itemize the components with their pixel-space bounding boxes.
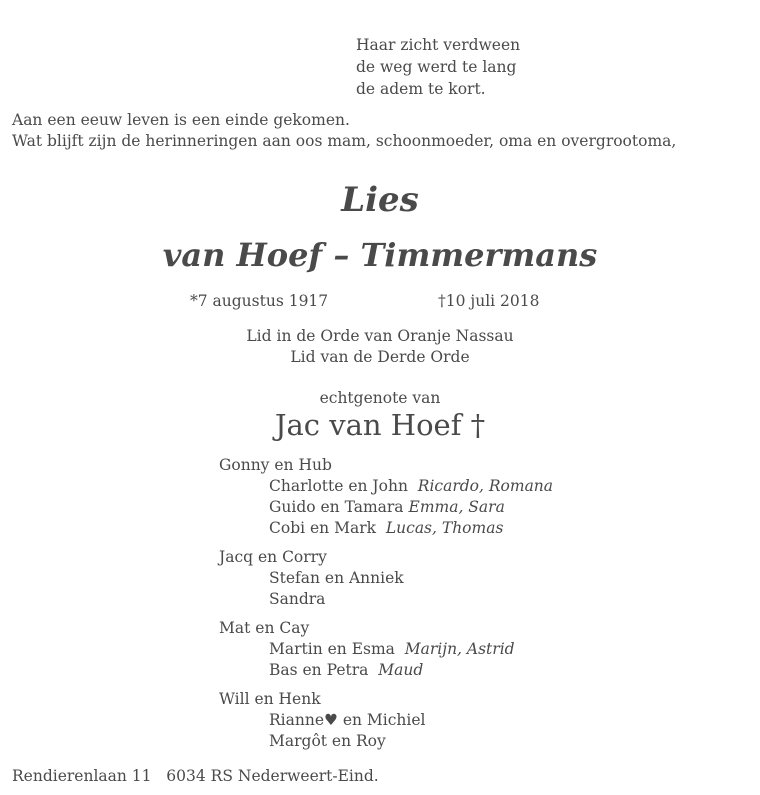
member-names: Margôt en Roy <box>269 732 386 750</box>
family-group <box>219 689 553 752</box>
family-member <box>219 731 553 752</box>
deceased-first-name: Lies <box>341 180 419 220</box>
address-city: 6034 RS Nederweert-Eind. <box>166 767 379 785</box>
spouse-label: echtgenote van <box>319 389 441 407</box>
death-date: †10 juli 2018 <box>438 292 540 310</box>
member-names: Guido en Tamara <box>269 498 404 516</box>
member-children: Emma, Sara <box>408 498 505 516</box>
family-member <box>219 476 553 497</box>
family-member <box>219 639 553 660</box>
member-names: Charlotte en John <box>269 477 408 495</box>
birth-date: *7 augustus 1917 <box>190 292 329 310</box>
family-member <box>219 589 553 610</box>
family-member <box>219 518 553 539</box>
member-names: Rianne♥ en Michiel <box>269 711 426 729</box>
intro-text <box>12 110 676 152</box>
deceased-full-name: van Hoef – Timmermans <box>162 236 598 274</box>
family-group <box>219 618 553 681</box>
poem-line: de weg werd te lang <box>356 58 517 76</box>
member-children: Ricardo, Romana <box>417 477 554 495</box>
group-parents: Will en Henk <box>219 690 321 708</box>
member-names: Martin en Esma <box>269 640 395 658</box>
member-names: Stefan en Anniek <box>269 569 404 587</box>
family-member <box>219 497 553 518</box>
member-children: Marijn, Astrid <box>404 640 515 658</box>
member-children: Lucas, Thomas <box>385 519 504 537</box>
group-parents: Jacq en Corry <box>219 548 327 566</box>
intro-line: Wat blijft zijn de herinneringen aan oos mam, schoonmoeder, oma en overgrootoma, <box>12 132 677 150</box>
family-group <box>219 547 553 610</box>
honors <box>0 326 760 368</box>
group-parents: Mat en Cay <box>219 619 310 637</box>
member-names: Bas en Petra <box>269 661 369 679</box>
member-names: Cobi en Mark <box>269 519 376 537</box>
family-group <box>219 455 553 539</box>
member-names: Sandra <box>269 590 326 608</box>
honor-line: Lid van de Derde Orde <box>290 348 470 366</box>
family-member <box>219 710 553 731</box>
family-member <box>219 568 553 589</box>
group-parents: Gonny en Hub <box>219 456 332 474</box>
poem-line: Haar zicht verdween <box>356 36 521 54</box>
poem <box>356 34 520 100</box>
family-member <box>219 660 553 681</box>
intro-line: Aan een eeuw leven is een einde gekomen. <box>12 111 350 129</box>
family-list <box>219 455 553 760</box>
honor-line: Lid in de Orde van Oranje Nassau <box>246 327 514 345</box>
member-children: Maud <box>378 661 424 679</box>
address-street: Rendierenlaan 11 <box>12 767 152 785</box>
poem-line: de adem te kort. <box>356 80 486 98</box>
address <box>12 767 379 785</box>
spouse-name: Jac van Hoef † <box>274 408 486 442</box>
